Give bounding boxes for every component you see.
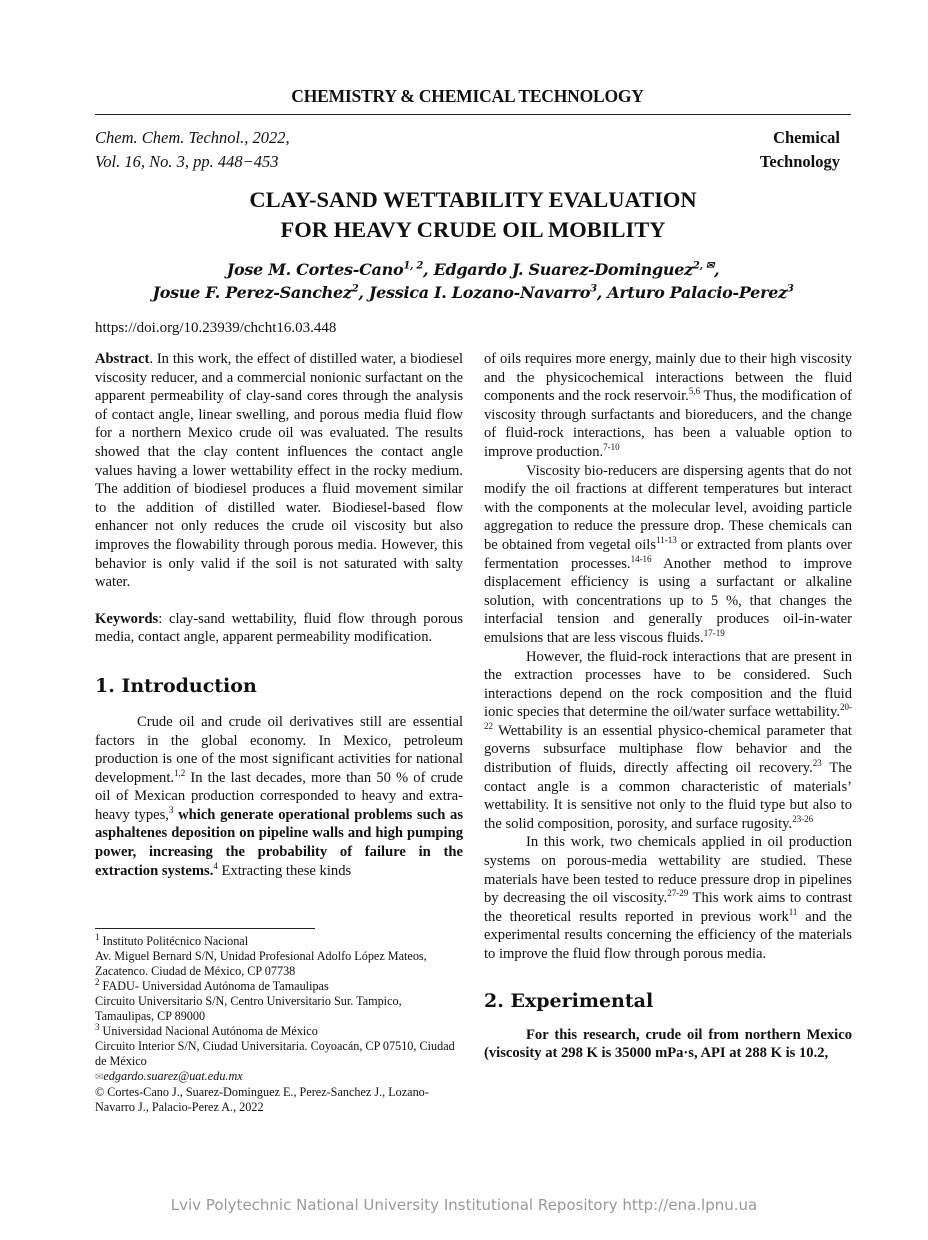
- body-paragraph: However, the fluid-rock interactions that are present in the extraction processes have to be considered. Such interactions depend on the rock composition and the fluid ionic species that determine the oil/water surface wettability.$^{20-22}$ Wettability is an essential physico-chemical parameter that governs subsurface multiphase flow behavior and the distribution of fluids, directly affecting oil recovery.$^{23}$ The contact angle is a common characteristic of materials’ wettability. It is sensitive not only to the fluid type but also to the solid composition, porosity, and surface rugosity.$^{23-26}$: [484, 648, 853, 832]
- footnotes: [95, 931, 463, 1115]
- abstract-text: . In this work, the effect of distilled water, a biodiesel viscosity reducer, and a commercial nonionic surfactant on the apparent permeability of clay-sand cores through the analysis of contact angle, linear swelling, and porous media fluid flow for a northern Mexico crude oil was evaluated. The results showed that the clay content influences the contact angle values having a lower wettability effect in the rocky medium. The addition of biodiesel produces a fluid movement similar to the addition of distilled water. Biodiesel-based flow enhancer not only reduces the crude oil viscosity but also improves the flowability through porous media. However, this behavior is only valid if the soil is not saturated with salty water.: [95, 351, 463, 591]
- author-line-2: Josue F. Perez-Sanchez$^2$, Jessica I. Lozano-Navarro$^3$, Arturo Palacio-Perez$^3$: [152, 283, 794, 302]
- citation-line-1: Chem. Chem. Technol., 2022,: [95, 128, 290, 147]
- abstract: [95, 350, 463, 592]
- envelope-icon: ✉: [95, 1072, 104, 1083]
- experimental-paragraph: For this research, crude oil from northern Mexico (viscosity at 298 K is 35000 mPa·s, API at 288 K is 10.2,: [484, 1026, 852, 1062]
- citation-ref: 27-29: [667, 888, 689, 899]
- author-affiliation: 2, ✉: [692, 260, 715, 272]
- keywords-text: : clay-sand wettability, fluid flow through porous media, contact angle, apparent permeability modification.: [95, 610, 463, 646]
- bold-sentence: which generate operational problems such as asphaltenes deposition on pipeline walls and high pumping power, increasing the probability of failure in the extraction systems.: [95, 806, 464, 879]
- header-rule: [95, 114, 851, 115]
- section-heading-experimental: 2. Experimental: [484, 989, 654, 1012]
- citation-line-2: Vol. 16, No. 3, pp. 448−453: [95, 152, 279, 171]
- body-paragraph: In this work, two chemicals applied in oil production systems on porous-media wettability are studied. These materials have been tested to reduce pressure drop in pipelines by decreasing the oil viscosity.$^{27-29}$ This work aims to contrast the theoretical results reported in previous work$^{11}$ and the experimental results concerning the efficiency of the materials to improve the fluid flow through porous media.: [484, 834, 852, 962]
- author-name: Josue F. Perez-Sanchez: [152, 283, 352, 302]
- title-line-2: FOR HEAVY CRUDE OIL MOBILITY: [280, 217, 666, 242]
- brand-line-1: Chemical: [773, 128, 840, 147]
- citation: [95, 126, 290, 174]
- citation-ref: 7-10: [603, 442, 620, 453]
- journal-brand: [760, 126, 840, 174]
- author-affiliation: 3: [590, 283, 597, 295]
- copyright: © Cortes-Cano J., Suarez-Dominguez E., Perez-Sanchez J., Lozano-Navarro J., Palacio-Perez A., 2022: [95, 1085, 429, 1114]
- author-name: Jose M. Cortes-Cano: [226, 260, 404, 279]
- author-affiliation: 1, 2: [403, 260, 424, 272]
- author-affiliation: 2: [351, 283, 359, 295]
- citation-ref: 17-19: [703, 628, 725, 639]
- author-affiliation: 3: [786, 283, 794, 295]
- author-name: Edgardo J. Suarez-Dominguez: [433, 260, 693, 279]
- citation-ref: 3: [168, 805, 174, 816]
- corresponding-email: [95, 1069, 463, 1085]
- citation-ref: 4: [213, 860, 218, 871]
- citation-ref: 20-22: [484, 702, 852, 732]
- citation-ref: 23: [812, 758, 822, 769]
- affiliation-3-address: Circuito Interior S/N, Ciudad Universitaria. Coyoacán, CP 07510, Ciudad de México: [95, 1039, 455, 1068]
- keywords-label: Keywords: [95, 610, 159, 627]
- keywords: [95, 610, 463, 647]
- body-paragraph: Viscosity bio-reducers are dispersing agents that do not modify the oil fractions at different temperatures but interact with the components at the molecular level, avoiding particle aggregation to reduce the pressure drop. These chemicals can be obtained from vegetal oils$^{11-13}$ or extracted from plants over fermentation processes.$^{14-16}$ Another method to improve displacement efficiency is using a surfactant or alkaline solution, with concentrations up to 5 %, that changes the interfacial tension and generally produces oil-in-water emulsions that are less viscous fluids.$^{17-19}$: [484, 462, 853, 646]
- left-column: [95, 350, 463, 880]
- email-link[interactable]: edgardo.suarez@uat.edu.mx: [103, 1069, 243, 1083]
- citation-ref: 11-13: [656, 535, 677, 546]
- affiliation-1: $^1$ Instituto Politécnico Nacional: [95, 931, 249, 948]
- doi-link[interactable]: https://doi.org/10.23939/chcht16.03.448: [95, 320, 337, 336]
- paper-title: [95, 185, 851, 245]
- citation-ref: 1,2: [174, 767, 186, 778]
- author-list: [95, 258, 851, 304]
- right-column: [484, 350, 852, 1063]
- author-line-1: Jose M. Cortes-Cano$^{1, 2}$, Edgardo J. Suarez-Dominguez$^{2, ✉}$,: [226, 260, 720, 279]
- abstract-label: Abstract: [95, 351, 150, 367]
- brand-line-2: Technology: [759, 152, 840, 171]
- repository-footer: Lviv Polytechnic National University Institutional Repository http://ena.lpnu.ua: [170, 1196, 758, 1214]
- affiliation-3: $^3$ Universidad Nacional Autónoma de México: [95, 1021, 318, 1038]
- body-paragraph: of oils requires more energy, mainly due to their high viscosity and the physicochemical interactions between the fluid components and the rock reservoir.$^{5,6}$ Thus, the modification of viscosity through surfactants and bioreducers, and the change of fluid-rock interactions, has been a valuable option to improve production.$^{7-10}$: [484, 351, 852, 460]
- citation-ref: 5,6: [688, 386, 701, 397]
- author-name: Jessica I. Lozano-Navarro: [368, 283, 591, 302]
- citation-ref: 11: [788, 906, 798, 917]
- journal-header: CHEMISTRY & CHEMICAL TECHNOLOGY: [291, 86, 644, 106]
- title-line-1: CLAY-SAND WETTABILITY EVALUATION: [249, 187, 697, 212]
- citation-ref: 23-26: [792, 813, 814, 824]
- affiliation-2: $^2$ FADU- Universidad Autónoma de Tamaulipas: [95, 976, 329, 993]
- citation-ref: 14-16: [630, 553, 652, 564]
- section-heading-introduction: 1. Introduction: [95, 674, 257, 697]
- footnote-rule: [95, 928, 315, 929]
- affiliation-2-address: Circuito Universitario S/N, Centro Universitario Sur. Tampico, Tamaulipas, CP 89000: [95, 994, 402, 1023]
- affiliation-1-address: Av. Miguel Bernard S/N, Unidad Profesional Adolfo López Mateos, Zacatenco. Ciudad de México, CP 07738: [95, 949, 427, 978]
- intro-paragraph: Crude oil and crude oil derivatives still are essential factors in the global economy. In Mexico, petroleum production is one of the most significant activities for national development.$^{1,2}$ In the last decades, more than 50 % of crude oil of Mexican production corresponded to heavy and extra-heavy types,$^3$ which generate operational problems such as asphaltenes deposition on pipeline walls and high pumping power, increasing the probability of failure in the extraction systems.$^4$ Extracting these kinds: [95, 713, 464, 879]
- author-name: Arturo Palacio-Perez: [607, 283, 787, 302]
